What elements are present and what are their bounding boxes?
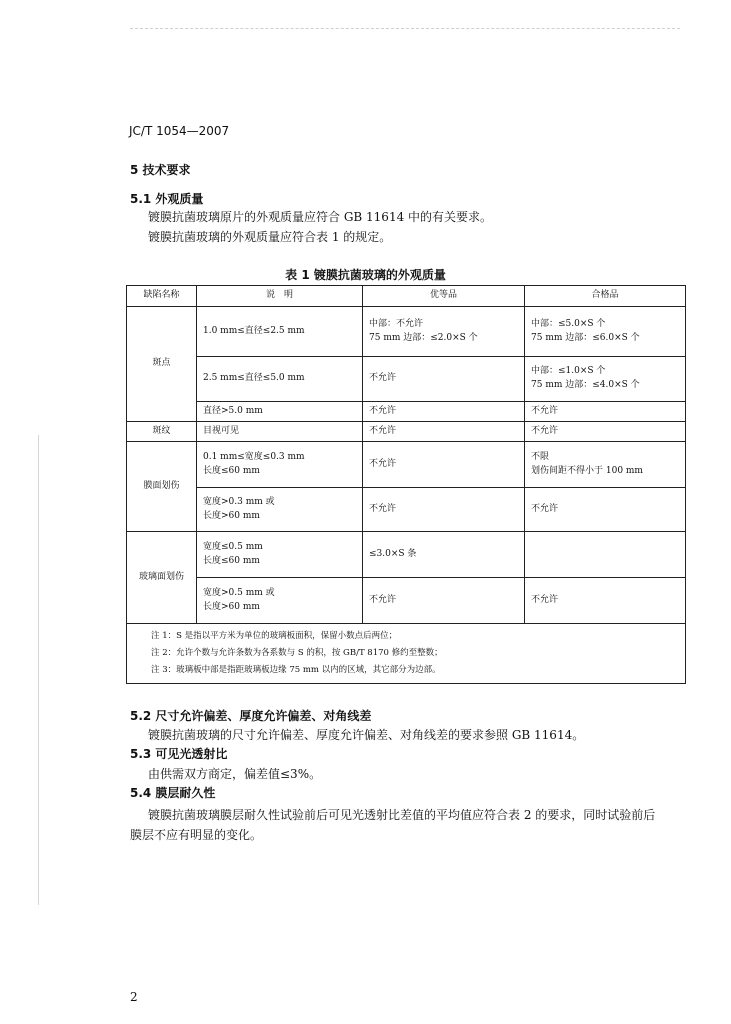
section-5-2-title: 5.2 尺寸允许偏差、厚度允许偏差、对角线差 [130, 709, 372, 723]
premium-line: 75 mm 边部：≤2.0×S 个 [369, 332, 478, 343]
desc-line: 长度≤60 mm [203, 465, 260, 476]
qualified-line: 中部：≤1.0×S 个 [531, 366, 606, 377]
table-note: 注 2：允许个数与允许条数为各系数与 S 的积，按 GB/T 8170 修约至整数； [151, 648, 443, 658]
standard-code: JC/T 1054—2007 [129, 124, 230, 138]
row-qualified: 不允许 [525, 402, 686, 422]
row-qualified: 不允许 [525, 422, 686, 442]
header-premium-grade: 优等品 [363, 286, 525, 307]
row-premium: 不允许 [363, 357, 525, 402]
table-notes-row [127, 624, 686, 684]
table-row [127, 402, 686, 422]
row-desc: 2.5 mm≤直径≤5.0 mm [197, 357, 363, 402]
table-row [127, 578, 686, 624]
row-qualified: 不允许 [525, 488, 686, 532]
defect-film-scratch: 膜面划伤 [127, 442, 197, 532]
qualified-line: 不限 [531, 451, 550, 462]
table-row [127, 532, 686, 578]
section-5-3-title: 5.3 可见光透射比 [130, 747, 228, 761]
row-desc [197, 578, 363, 624]
appearance-quality-table [126, 285, 686, 684]
section-5-title: 5 技术要求 [130, 163, 191, 177]
row-desc: 直径>5.0 mm [197, 402, 363, 422]
row-qualified [525, 307, 686, 357]
row-premium: ≤3.0×S 条 [363, 532, 525, 578]
row-desc: 目视可见 [197, 422, 363, 442]
row-premium: 不允许 [363, 402, 525, 422]
row-premium: 不允许 [363, 442, 525, 488]
qualified-line: 中部：≤5.0×S 个 [531, 318, 606, 329]
row-desc [197, 442, 363, 488]
defect-streaks: 斑纹 [127, 422, 197, 442]
row-desc: 1.0 mm≤直径≤2.5 mm [197, 307, 363, 357]
page-number: 2 [130, 990, 138, 1004]
desc-line: 长度>60 mm [203, 601, 260, 612]
table-row [127, 307, 686, 357]
table-header-row [127, 286, 686, 307]
defect-spots: 斑点 [127, 307, 197, 422]
section-5-4-text-1: 镀膜抗菌玻璃膜层耐久性试验前后可见光透射比差值的平均值应符合表 2 的要求，同时试验前后 [148, 808, 656, 822]
header-defect-name: 缺陷名称 [127, 286, 197, 307]
defect-glass-scratch: 玻璃面划伤 [127, 532, 197, 624]
section-5-3-text: 由供需双方商定，偏差值≤3%。 [148, 767, 322, 781]
table-note: 注 1：S 是指以平方米为单位的玻璃板面积，保留小数点后两位； [151, 631, 398, 641]
row-desc [197, 488, 363, 532]
qualified-line: 划伤间距不得小于 100 mm [531, 465, 643, 476]
row-premium [363, 307, 525, 357]
desc-line: 0.1 mm≤宽度≤0.3 mm [203, 451, 305, 462]
desc-line: 宽度≤0.5 mm [203, 541, 263, 552]
scan-edge-mark [38, 435, 39, 905]
qualified-line: 75 mm 边部：≤6.0×S 个 [531, 332, 640, 343]
section-5-1-line-2: 镀膜抗菌玻璃的外观质量应符合表 1 的规定。 [148, 230, 392, 244]
header-description: 说 明 [197, 286, 363, 307]
row-premium: 不允许 [363, 488, 525, 532]
table-note: 注 3：玻璃板中部是指距玻璃板边缘 75 mm 以内的区域，其它部分为边部。 [151, 665, 441, 675]
row-qualified: 不允许 [525, 578, 686, 624]
section-5-4-text-2: 膜层不应有明显的变化。 [130, 828, 263, 842]
section-5-1-line-1: 镀膜抗菌玻璃原片的外观质量应符合 GB 11614 中的有关要求。 [148, 210, 493, 224]
table-notes [127, 624, 686, 684]
table-row [127, 357, 686, 402]
table-row [127, 422, 686, 442]
section-5-1-title: 5.1 外观质量 [130, 192, 204, 206]
table-1-caption: 表 1 镀膜抗菌玻璃的外观质量 [285, 268, 446, 282]
desc-line: 宽度>0.3 mm 或 [203, 496, 275, 507]
row-premium: 不允许 [363, 422, 525, 442]
desc-line: 长度>60 mm [203, 510, 260, 521]
header-qualified-grade: 合格品 [525, 286, 686, 307]
row-qualified [525, 442, 686, 488]
desc-line: 宽度>0.5 mm 或 [203, 587, 275, 598]
row-premium: 不允许 [363, 578, 525, 624]
section-5-2-text: 镀膜抗菌玻璃的尺寸允许偏差、厚度允许偏差、对角线差的要求参照 GB 11614。 [148, 728, 585, 742]
row-qualified [525, 357, 686, 402]
desc-line: 长度≤60 mm [203, 555, 260, 566]
table-row [127, 442, 686, 488]
table-row [127, 488, 686, 532]
qualified-line: 75 mm 边部：≤4.0×S 个 [531, 380, 640, 390]
row-desc [197, 532, 363, 578]
top-scan-line [130, 28, 680, 29]
section-5-4-title: 5.4 膜层耐久性 [130, 786, 216, 800]
row-qualified [525, 532, 686, 578]
premium-line: 中部：不允许 [369, 318, 424, 329]
